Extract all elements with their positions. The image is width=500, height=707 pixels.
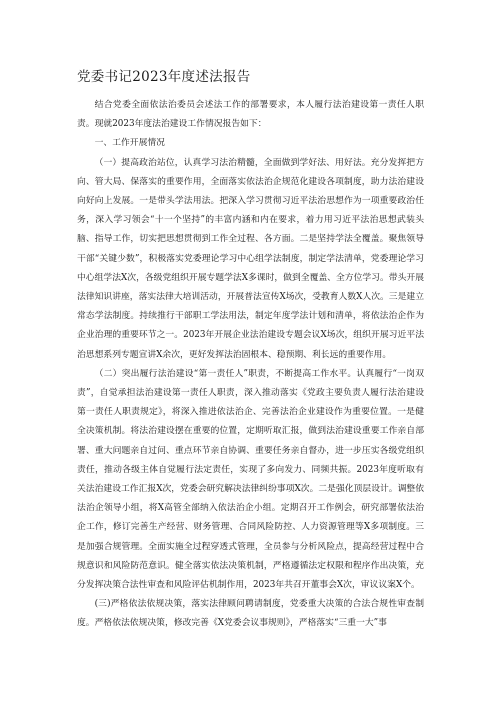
section-heading: 一、工作开展情况	[94, 138, 165, 149]
intro-paragraph: 结合党委全面依法治委员会述法工作的部署要求，本人履行法治建设第一责任人职责。现就2023年度法治建设工作情况报告如下：	[77, 100, 424, 130]
subsection-paragraph-2: （二）突出履行法治建设“第一责任人”职责，不断提高工作水平。认真履行“一岗双责”，自觉承担法治建设第一责任人职责，深入推动落实《党政主要负责人履行法治建设第一责任人职责规定》，将深入推进依法治企、完善法治企业建设作为重要位置。一是健全决策机制。将法治建设摆在重要的位置，定期听取汇报，做到法治建设重要工作亲自部署、重大问题亲自过问、重点环节亲自协调、重要任务亲自督办，进一步压实各级党组织责任，推动各级主体自觉履行法定责任，实现了多向发力、同频共振。2023年度听取有关法治建设工作汇报X次，党委会研究解决法律纠纷事项X次。二是强化顶层设计。调整依法治企领导小组，将X高管全部纳入依法治企小组。定期召开工作例会，研究部署依法治企工作，修订完善生产经营、财务管理、合同风险防控、人力资源管理等X多项制度。三是加强合规管理。全面实施全过程穿透式管理，全员参与分析风险点，提高经营过程中合规意识和风险防范意识。健全落实依法决策机制，严格遵循法定权限和程序作出决策，充分发挥决策合法性审查和风险评估机制作用，2023年共召开董事会X次，审议议案X个。	[77, 368, 424, 591]
subsection-paragraph-3: (三)严格依法依规决策，落实法律顾问聘请制度，党委重大决策的合法合规性审查制度。严格依法依规决策，修改完善《X党委会议事规则》，严格落实“三重一大”事	[77, 599, 424, 629]
subsection-paragraph-1: （一）提高政治站位，认真学习法治精髓，全面做到学好法、用好法。充分发挥把方向、管大局、保落实的重要作用，全面落实依法治企规范化建设各项制度，助力法治建设向好向上发展。一是带头学法用法。把深入学习贯彻习近平法治思想作为一项重要政治任务，深入学习领会“十一个坚持”的丰富内涵和内在要求，着力用习近平法治思想武装头脑、指导工作，切实把思想贯彻到工作全过程、各方面。二是坚持学法全覆盖。聚焦领导干部“关键少数”，积极落实党委理论学习中心组学法制度，制定学法清单，党委理论学习中心组学法X次，各级党组织开展专题学法X多课时，做到全覆盖、全方位学习。带头开展法律知识讲座，落实法律大培训活动，开展普法宣传X场次，受教育人数X人次。三是建立常态学法制度。持续推行干部职工学法用法，制定年度学法计划和清单，将依法治企作为企业治理的重要环节之一。2023年开展企业法治建设专题会议X场次，组织开展习近平法治思想系列专题宣讲X余次，更好发挥法治固根本、稳预期、利长远的重要作用。	[77, 157, 424, 360]
document-body	[77, 96, 424, 634]
page-title: 党委书记2023年度述法报告	[77, 69, 251, 85]
